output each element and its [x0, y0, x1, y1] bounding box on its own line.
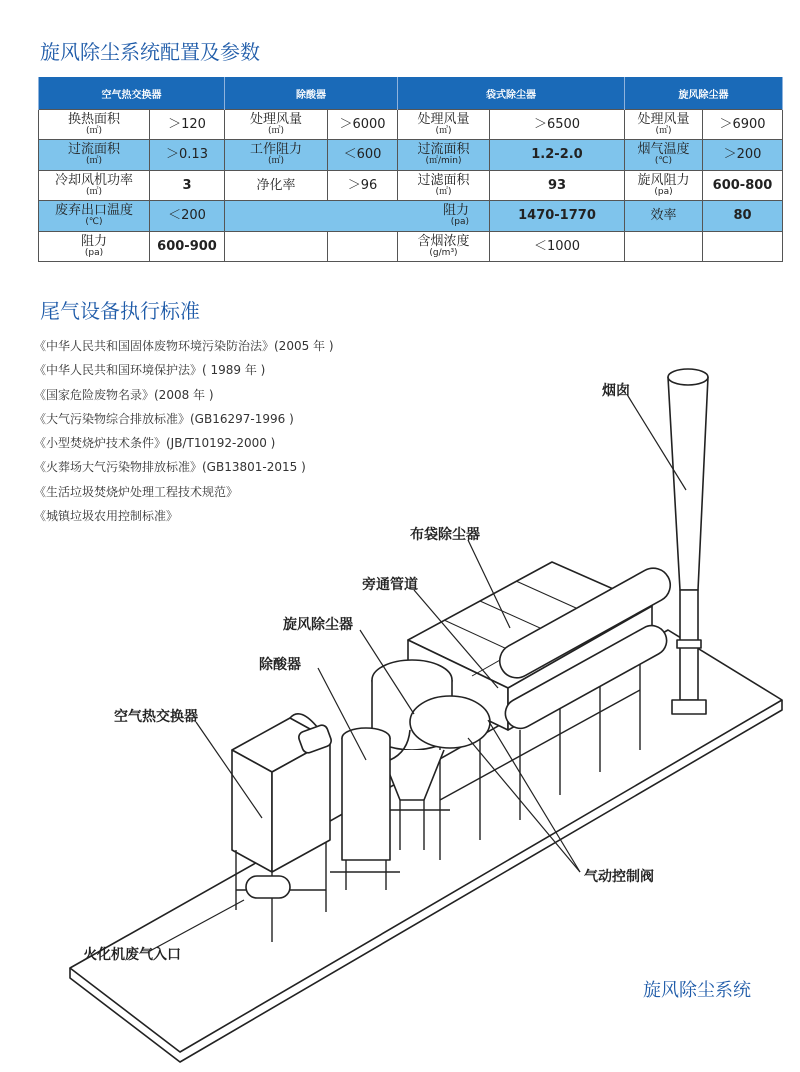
param-label: 阻力 (pa) — [225, 201, 490, 232]
param-label: 过流面积 (㎡) — [39, 140, 150, 171]
param-value: ＞200 — [703, 140, 783, 171]
param-value: ＞6900 — [703, 110, 783, 140]
list-item: 《国家危险废物名录》(2008 年 ) — [34, 387, 214, 402]
empty-cell — [625, 232, 703, 262]
param-label: 含烟浓度 (g/m³) — [398, 232, 490, 262]
param-label: 效率 — [625, 201, 703, 232]
section-title-config: 旋风除尘系统配置及参数 — [40, 40, 260, 64]
param-value: 1470-1770 — [490, 201, 625, 232]
param-value: ＞96 — [328, 171, 398, 201]
param-label: 阻力 (pa) — [39, 232, 150, 262]
spec-table — [38, 77, 783, 262]
section-title-standards: 尾气设备执行标准 — [40, 299, 200, 323]
header-acid-remover: 除酸器 — [225, 77, 398, 110]
empty-cell — [225, 232, 328, 262]
label-valve: 气动控制阀 — [584, 869, 654, 885]
label-cyclone: 旋风除尘器 — [283, 617, 353, 633]
list-item: 《大气污染物综合排放标准》(GB16297-1996 ) — [34, 411, 294, 426]
list-item: 《生活垃圾焚烧炉处理工程技术规范》 — [34, 484, 239, 499]
list-item: 《中华人民共和国环境保护法》( 1989 年 ) — [34, 363, 266, 378]
param-value: 1.2-2.0 — [490, 140, 625, 171]
param-value: ＜1000 — [490, 232, 625, 262]
header-heat-exchanger: 空气热交换器 — [39, 77, 225, 110]
label-acid-remover: 除酸器 — [259, 657, 301, 673]
param-label: 处理风量 (㎥) — [398, 110, 490, 140]
param-label: 过流面积 (㎡/min) — [398, 140, 490, 171]
list-item: 《中华人民共和国固体废物环境污染防治法》(2005 年 ) — [34, 339, 334, 353]
label-heat-exchanger: 空气热交换器 — [114, 709, 198, 725]
empty-cell — [703, 232, 783, 262]
param-label: 换热面积 (㎡) — [39, 110, 150, 140]
param-value: 3 — [150, 171, 225, 201]
label-bypass: 旁通管道 — [362, 577, 418, 593]
param-value: ＞6000 — [328, 110, 398, 140]
param-label: 冷却风机功率 (㎡) — [39, 171, 150, 201]
param-label: 旋风阻力 (pa) — [625, 171, 703, 201]
param-value: ＞0.13 — [150, 140, 225, 171]
param-label: 净化率 — [225, 171, 328, 201]
list-item: 《小型焚烧炉技术条件》(JB/T10192-2000 ) — [34, 436, 276, 451]
param-value: ＜600 — [328, 140, 398, 171]
param-value: 600-800 — [703, 171, 783, 201]
param-value: 600-900 — [150, 232, 225, 262]
param-label: 工作阻力 (㎡) — [225, 140, 328, 171]
empty-cell — [328, 232, 398, 262]
param-value: ＜200 — [150, 201, 225, 232]
param-label: 处理风量 (㎥) — [225, 110, 328, 140]
param-value: 93 — [490, 171, 625, 201]
param-value: ＞6500 — [490, 110, 625, 140]
param-value: 80 — [703, 201, 783, 232]
param-label: 处理风量 (㎥) — [625, 110, 703, 140]
param-label: 废弃出口温度 (℃) — [39, 201, 150, 232]
param-label: 过滤面积 (㎡) — [398, 171, 490, 201]
header-cyclone: 旋风除尘器 — [625, 77, 783, 110]
label-chimney: 烟囱 — [602, 383, 630, 399]
diagram-caption: 旋风除尘系统 — [643, 980, 751, 1001]
label-inlet: 火化机废气入口 — [83, 947, 181, 963]
label-bag-filter: 布袋除尘器 — [410, 527, 480, 543]
param-value: ＞120 — [150, 110, 225, 140]
header-bag-filter: 袋式除尘器 — [398, 77, 625, 110]
list-item: 《城镇垃圾农用控制标准》 — [34, 509, 179, 524]
list-item: 《火葬场大气污染物排放标准》(GB13801-2015 ) — [34, 460, 306, 475]
param-label: 烟气温度 (℃) — [625, 140, 703, 171]
